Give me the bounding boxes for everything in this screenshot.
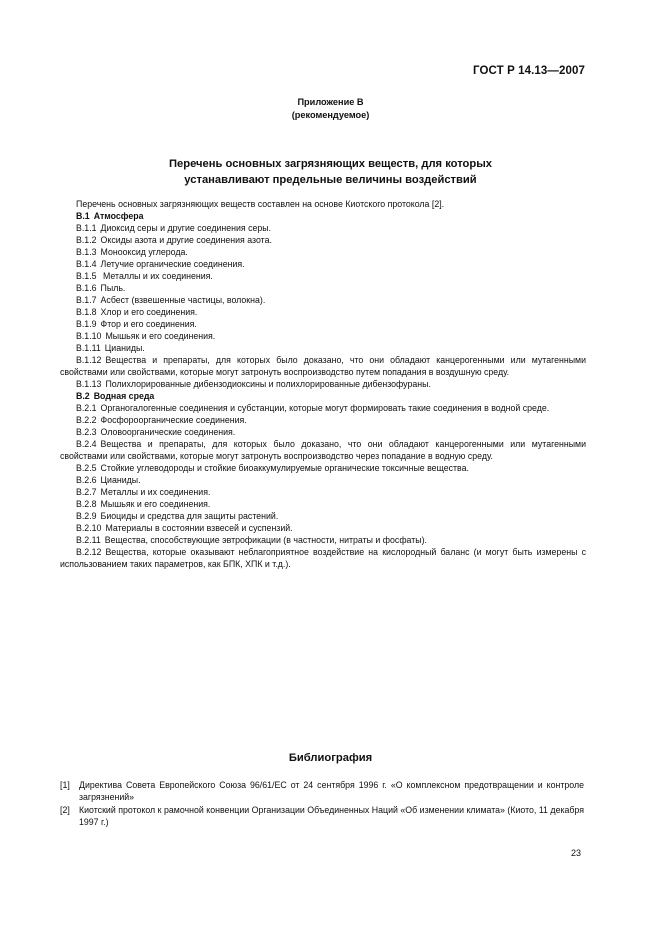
document-code: ГОСТ Р 14.13—2007 [473, 65, 585, 77]
item-number: В.1.9 [76, 319, 97, 329]
item-number: В.2.6 [76, 475, 97, 485]
list-item [60, 258, 586, 270]
list-item [60, 354, 586, 378]
item-text: Мышьяк и его соединения. [105, 331, 216, 341]
item-number: В.2.8 [76, 499, 97, 509]
item-text: Цианиды. [100, 475, 141, 485]
item-number: В.1.5 [76, 271, 97, 281]
list-item [60, 306, 586, 318]
item-text: Органогалогенные соединения и субстанции, которые могут формировать такие соединения в водной среде. [100, 403, 550, 413]
item-text: Фтор и его соединения. [100, 319, 197, 329]
item-text: Монооксид углерода. [100, 247, 188, 257]
item-text: Вещества, способствующие эвтрофикации (в частности, нитраты и фосфаты). [104, 535, 427, 545]
list-item [60, 414, 586, 426]
item-text: Диоксид серы и другие соединения серы. [100, 223, 272, 233]
list-item [60, 222, 586, 234]
item-number: В.1.6 [76, 283, 97, 293]
bibliography-text: Киотский протокол к рамочной конвенции Организации Объединенных Наций «Об изменении климата» (Киото, 11 декабря 1997 г.) [79, 805, 584, 827]
item-number: В.2.12 [76, 547, 102, 557]
item-text: Фосфороорганические соединения. [100, 415, 247, 425]
list-item [60, 486, 586, 498]
bibliography-item [60, 779, 584, 803]
item-number: В.1.4 [76, 259, 97, 269]
list-item [60, 282, 586, 294]
list-item [60, 522, 586, 534]
item-text: Вещества, которые оказывают неблагоприятное воздействие на кислородный баланс (и могут быть измерены с использованием таких параметров, как БПК, ХПК и т.д.). [60, 547, 586, 569]
annex-header [0, 96, 661, 122]
list-item [60, 402, 586, 414]
list-item [60, 342, 586, 354]
list-item [60, 330, 586, 342]
item-text: Металлы и их соединения. [100, 271, 213, 281]
item-text: Металлы и их соединения. [100, 487, 211, 497]
item-text: Оксиды азота и другие соединения азота. [100, 235, 272, 245]
annex-title-line-2: устанавливают предельные величины воздействий [184, 174, 477, 186]
item-number: В.2.3 [76, 427, 97, 437]
item-text: Цианиды. [104, 343, 145, 353]
bibliography-text: Директива Совета Европейского Союза 96/61/ЕС от 24 сентября 1996 г. «О комплексном предотвращении и контроле загрязнений» [79, 780, 584, 802]
annex-body [60, 198, 586, 570]
bibliography-title: Библиография [288, 752, 373, 764]
section-heading [60, 390, 586, 402]
item-number: В.1.12 [76, 355, 102, 365]
bibliography-number: [2] [60, 805, 70, 815]
item-number: В.1.13 [76, 379, 102, 389]
item-number: В.2.2 [76, 415, 97, 425]
list-item [60, 378, 586, 390]
bibliography-number: [1] [60, 780, 70, 790]
list-item [60, 438, 586, 462]
bibliography-item [60, 804, 584, 828]
item-number: В.2.5 [76, 463, 97, 473]
item-number: В.1.7 [76, 295, 97, 305]
intro-paragraph: Перечень основных загрязняющих веществ составлен на основе Киотского протокола [2]. [76, 199, 445, 209]
item-number: В.2.9 [76, 511, 97, 521]
item-number: В.1.8 [76, 307, 97, 317]
item-text: Стойкие углеводороды и стойкие биоаккумулируемые органические токсичные вещества. [100, 463, 469, 473]
list-item [60, 546, 586, 570]
section-title: Водная среда [93, 391, 155, 401]
item-text: Биоциды и средства для защиты растений. [100, 511, 279, 521]
sections-list [60, 210, 586, 570]
item-text: Мышьяк и его соединения. [100, 499, 211, 509]
item-text: Оловоорганические соединения. [100, 427, 236, 437]
page-number: 23 [570, 848, 581, 858]
annex-label: Приложение В [297, 97, 364, 107]
section-number: В.1 [76, 211, 90, 221]
list-item [60, 294, 586, 306]
section-heading [60, 210, 586, 222]
item-number: В.2.1 [76, 403, 97, 413]
item-number: В.1.10 [76, 331, 102, 341]
item-text: Летучие органические соединения. [100, 259, 245, 269]
section-title: Атмосфера [93, 211, 144, 221]
annex-status: (рекомендуемое) [291, 110, 370, 120]
annex-title-line-1: Перечень основных загрязняющих веществ, для которых [169, 158, 492, 170]
list-item [60, 474, 586, 486]
item-number: В.2.11 [76, 535, 101, 545]
list-item [60, 510, 586, 522]
bibliography-list [60, 779, 584, 829]
item-number: В.1.2 [76, 235, 97, 245]
list-item [60, 426, 586, 438]
item-text: Пыль. [100, 283, 126, 293]
list-item [60, 534, 586, 546]
item-text: Хлор и его соединения. [100, 307, 198, 317]
item-text: Асбест (взвешенные частицы, волокна). [100, 295, 266, 305]
item-text: Полихлорированные дибензодиоксины и полихлорированные дибензофураны. [105, 379, 431, 389]
item-number: В.1.11 [76, 343, 101, 353]
list-item [60, 234, 586, 246]
list-item [60, 462, 586, 474]
item-text: Вещества и препараты, для которых было доказано, что они обладают канцерогенными или мутагенными свойствами или свойствами, которые могут затронуть воспроизводство путем попадания в воздушную среду. [60, 355, 586, 377]
annex-title [0, 156, 661, 188]
list-item [60, 246, 586, 258]
item-text: Материалы в состоянии взвесей и суспензий. [105, 523, 293, 533]
section-number: В.2 [76, 391, 90, 401]
item-number: В.2.10 [76, 523, 102, 533]
item-number: В.1.1 [76, 223, 97, 233]
list-item [60, 318, 586, 330]
item-number: В.1.3 [76, 247, 97, 257]
item-number: В.2.4 [76, 439, 97, 449]
item-number: В.2.7 [76, 487, 97, 497]
list-item [60, 270, 586, 282]
item-text: Вещества и препараты, для которых было доказано, что они обладают канцерогенными или мутагенными свойствами или свойствами, которые могут затронуть воспроизводство через попадание в водную среду. [60, 439, 586, 461]
list-item [60, 498, 586, 510]
